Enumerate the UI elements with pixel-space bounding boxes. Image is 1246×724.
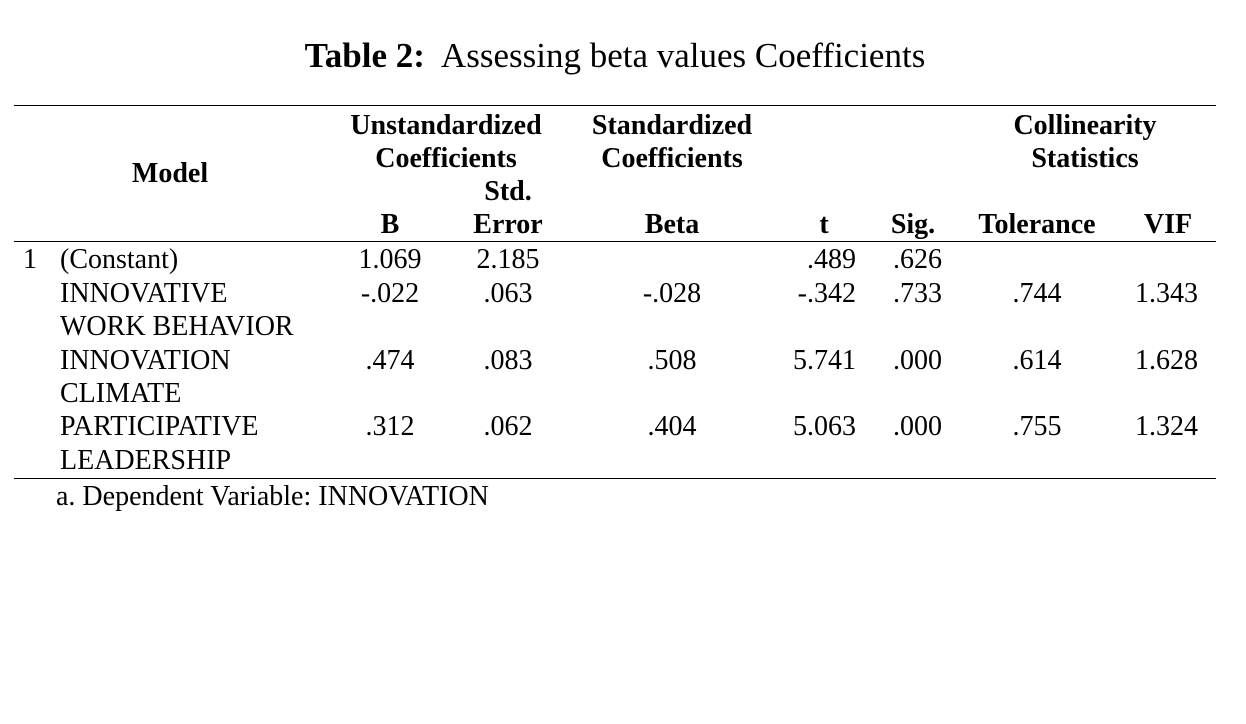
- cell-tolerance: .614: [1012, 345, 1062, 376]
- header-unstandardized-coefficients: Coefficients: [375, 143, 517, 174]
- row-label-line2: LEADERSHIP: [60, 445, 232, 476]
- cell-sig: .626: [893, 244, 942, 275]
- cell-std-error: .063: [483, 278, 533, 309]
- table-bottom-rule: [14, 478, 1216, 479]
- caption-label: Table 2:: [304, 36, 425, 75]
- table-top-rule: [14, 105, 1216, 106]
- row-label: INNOVATION: [60, 345, 231, 376]
- cell-b: -.022: [360, 278, 420, 309]
- header-std-error-line1: Std.: [484, 176, 532, 207]
- row-label: (Constant): [60, 244, 179, 275]
- header-standardized: Standardized: [591, 110, 753, 141]
- cell-sig: .000: [893, 345, 942, 376]
- cell-vif: 1.324: [1135, 411, 1198, 442]
- header-beta: Beta: [644, 209, 700, 240]
- cell-tolerance: .755: [1012, 411, 1062, 442]
- table-caption: [0, 34, 1230, 78]
- cell-beta: -.028: [642, 278, 702, 309]
- header-b: B: [380, 209, 400, 240]
- cell-tolerance: .744: [1012, 278, 1062, 309]
- table-header-rule: [14, 241, 1216, 242]
- cell-std-error: .062: [483, 411, 533, 442]
- header-standardized-coefficients: Coefficients: [601, 143, 743, 174]
- cell-std-error: 2.185: [476, 244, 540, 275]
- header-std-error-line2: Error: [473, 209, 543, 240]
- cell-sig: .000: [893, 411, 942, 442]
- header-sig: Sig.: [890, 209, 936, 240]
- header-model: Model: [131, 158, 209, 189]
- table-footnote: a. Dependent Variable: INNOVATION: [56, 481, 489, 512]
- row-label: INNOVATIVE: [60, 278, 228, 309]
- cell-b: 1.069: [358, 244, 422, 275]
- model-number: 1: [23, 244, 37, 275]
- header-t: t: [819, 209, 829, 240]
- cell-t: 5.741: [793, 345, 856, 376]
- cell-beta: .404: [647, 411, 697, 442]
- header-tolerance: Tolerance: [978, 209, 1096, 240]
- cell-t: 5.063: [793, 411, 856, 442]
- cell-t: .489: [807, 244, 856, 275]
- row-label-line2: CLIMATE: [60, 378, 182, 409]
- cell-t: -.342: [797, 278, 856, 309]
- cell-b: .474: [365, 345, 415, 376]
- cell-b: .312: [365, 411, 415, 442]
- cell-vif: 1.628: [1135, 345, 1198, 376]
- header-vif: VIF: [1143, 209, 1193, 240]
- header-collinearity-statistics: Statistics: [1031, 143, 1139, 174]
- header-collinearity: Collinearity: [1013, 110, 1157, 141]
- row-label: PARTICIPATIVE: [60, 411, 259, 442]
- caption-text: Assessing beta values Coefficients: [440, 36, 926, 75]
- header-unstandardized: Unstandardized: [350, 110, 542, 141]
- cell-std-error: .083: [483, 345, 533, 376]
- row-label-line2: WORK BEHAVIOR: [60, 311, 294, 342]
- cell-beta: .508: [647, 345, 697, 376]
- cell-sig: .733: [893, 278, 942, 309]
- cell-vif: 1.343: [1135, 278, 1198, 309]
